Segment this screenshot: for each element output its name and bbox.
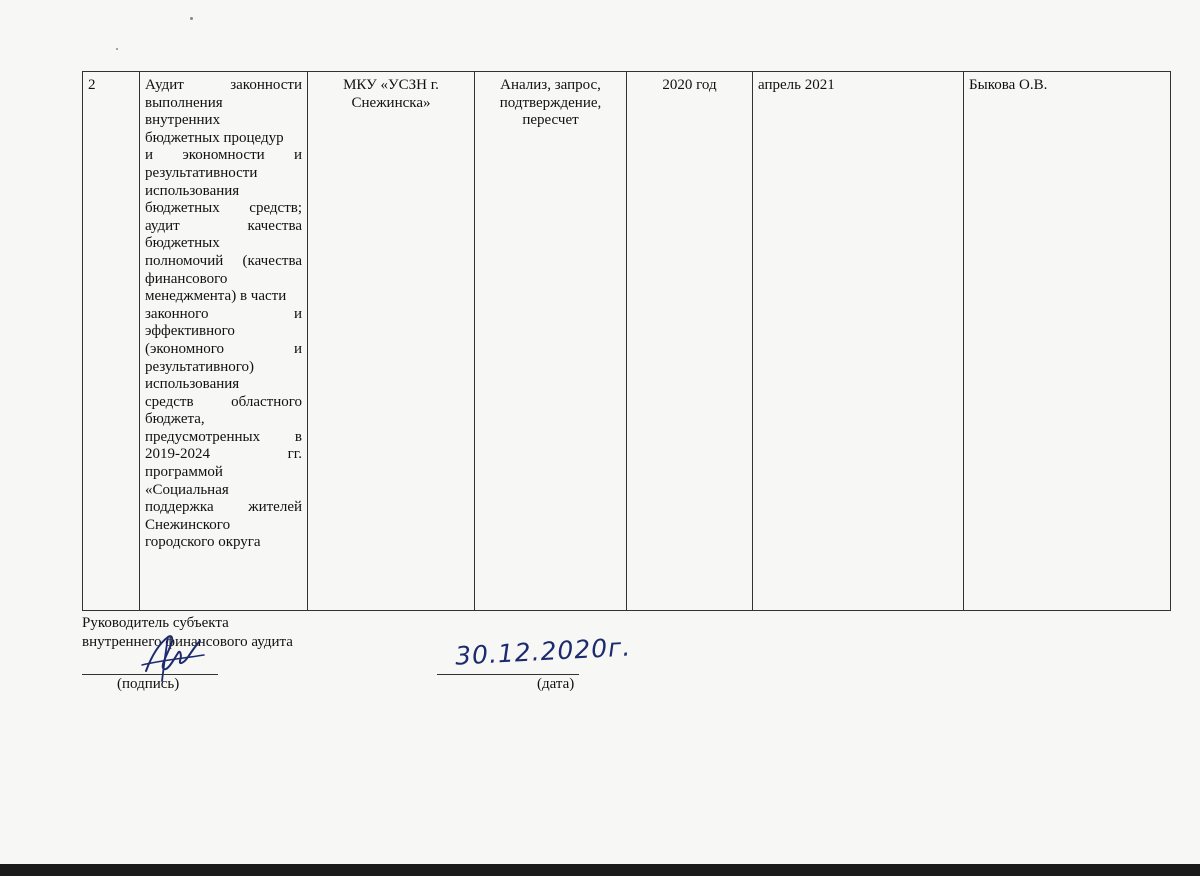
audit-topic-line: Снежинского (145, 516, 231, 533)
audit-topic-line: полномочий (качества (145, 252, 302, 269)
audit-topic-cell (140, 72, 308, 611)
head-title-line1: Руководитель субъекта (82, 615, 229, 631)
audit-topic-line: выполнения (145, 94, 223, 111)
audit-topic-line: финансового (145, 270, 228, 287)
audit-topic-line: внутренних (145, 112, 221, 129)
audit-term-cell: апрель 2021 (753, 72, 964, 611)
table-row (83, 72, 1171, 611)
scan-edge-shadow (0, 864, 1200, 876)
date-caption: (дата) (537, 676, 575, 692)
handwritten-date: 30.12.2020г. (454, 632, 632, 671)
scan-speck (190, 17, 193, 20)
audit-period-cell: 2020 год (627, 72, 753, 611)
audit-topic-line: аудит качества (145, 217, 302, 234)
audit-topic-line: бюджетных (145, 235, 220, 252)
audit-topic-line: использования (145, 182, 240, 199)
audit-topic-line: «Социальная (145, 481, 229, 498)
audit-topic-line: законного и (145, 305, 302, 322)
audit-topic-line: (экономного и (145, 340, 302, 357)
audit-topic-line: менеджмента) в части (145, 288, 287, 305)
audit-topic-line: городского округа (145, 534, 261, 551)
audit-topic-line: бюджета, (145, 411, 205, 428)
date-underline (437, 674, 579, 675)
audit-topic-line: бюджетных средств; (145, 200, 302, 217)
audit-topic-line: использования (145, 376, 240, 393)
audit-topic-line: Аудит законности (145, 77, 302, 93)
audit-methods-cell: Анализ, запрос, подтверждение, пересчет (475, 72, 627, 611)
row-number-cell: 2 (83, 72, 140, 611)
audit-topic-line: 2019-2024 гг. (145, 446, 302, 463)
signature-caption: (подпись) (117, 676, 180, 692)
audit-topic-line: и экономности и (145, 147, 302, 164)
scan-speck (116, 48, 118, 50)
audit-plan-table (82, 71, 1171, 611)
responsible-person-cell: Быкова О.В. (964, 72, 1171, 611)
audit-topic-line: поддержка жителей (145, 499, 302, 516)
audit-topic-line: результативности (145, 164, 258, 181)
audit-topic-line: результативного) (145, 358, 255, 375)
audit-topic-line: эффективного (145, 323, 235, 340)
audit-topic-line: программой (145, 464, 223, 481)
audit-object-cell: МКУ «УСЗН г. Снежинска» (308, 72, 475, 611)
audit-topic-line: средств областного (145, 393, 302, 410)
audit-topic-line: бюджетных процедур (145, 129, 284, 146)
signature-underline (82, 674, 218, 675)
head-title-line2: внутреннего финансового аудита (82, 634, 293, 650)
audit-topic-line: предусмотренных в (145, 428, 302, 445)
